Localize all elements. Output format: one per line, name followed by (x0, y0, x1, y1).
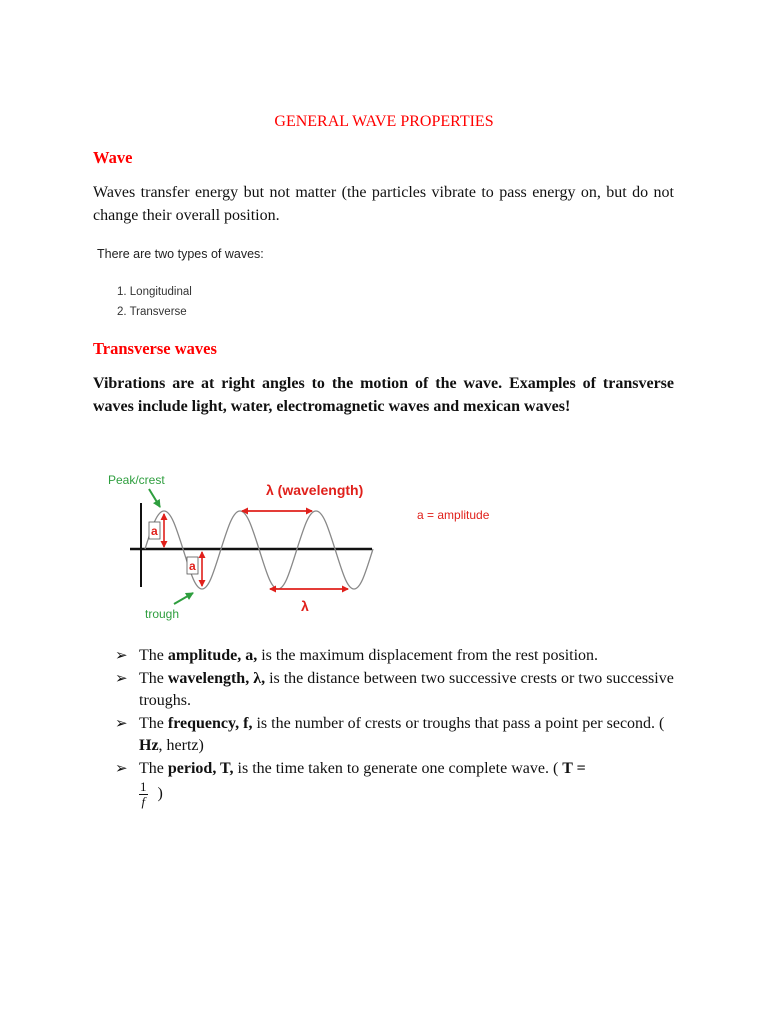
lambda-label: λ (301, 598, 309, 614)
bullet-frequency: ➢ The frequency, f, is the number of crests or troughs that pass a point per second. ( Hz, hertz) (115, 714, 665, 754)
period-fraction: $\frac{1}{f}$ (140, 779, 147, 809)
transverse-heading: Transverse waves (93, 339, 217, 358)
bullet-arrow-icon: ➢ (115, 715, 128, 732)
transverse-wave-diagram (100, 465, 520, 625)
amplitude-label-top: a (151, 524, 158, 538)
peak-arrow (149, 489, 160, 507)
wave-type-item: 2. Transverse (117, 306, 187, 318)
peak-crest-label: Peak/crest (108, 473, 165, 487)
wave-types-heading: There are two types of waves: (97, 247, 264, 261)
term-frequency: frequency, f, (167, 714, 253, 732)
trough-arrow (174, 593, 193, 604)
transverse-description: Vibrations are at right angles to the motion of the wave. Examples of transverse waves include light, water, electromagnetic waves and mexican waves! (93, 375, 674, 415)
wavelength-label: λ (wavelength) (266, 482, 364, 498)
page-title: GENERAL WAVE PROPERTIES (274, 113, 494, 130)
amplitude-key: a = amplitude (417, 508, 490, 522)
bullet-wavelength: ➢ The wavelength, λ, is the distance between two successive crests or two successive troughs. (115, 669, 674, 709)
wave-intro-paragraph: Waves transfer energy but not matter (the particles vibrate to pass energy on, but do not change their overall position. (93, 184, 674, 224)
unit-hz: Hz (139, 737, 159, 754)
bullet-arrow-icon: ➢ (115, 648, 128, 664)
wave-heading: Wave (93, 148, 133, 167)
bullet-arrow-icon: ➢ (115, 760, 128, 777)
period-formula-lhs: T = (562, 759, 586, 777)
bullet-period: ➢ The period, T, is the time taken to generate one complete wave. ( T = $\frac{1}{f}$ ) (115, 759, 586, 809)
wave-properties-list (115, 645, 675, 809)
term-period: period, T, (167, 759, 234, 777)
trough-label: trough (145, 607, 180, 621)
bullet-arrow-icon: ➢ (115, 670, 128, 687)
wave-types-list (117, 282, 192, 322)
amplitude-label-bottom: a (189, 559, 196, 573)
term-amplitude: amplitude, a, (167, 647, 258, 664)
bullet-amplitude: ➢ The amplitude, a, is the maximum displacement from the rest position. (115, 645, 675, 668)
term-wavelength: wavelength, λ, (167, 669, 266, 687)
wave-type-item: 1. Longitudinal (117, 286, 192, 298)
